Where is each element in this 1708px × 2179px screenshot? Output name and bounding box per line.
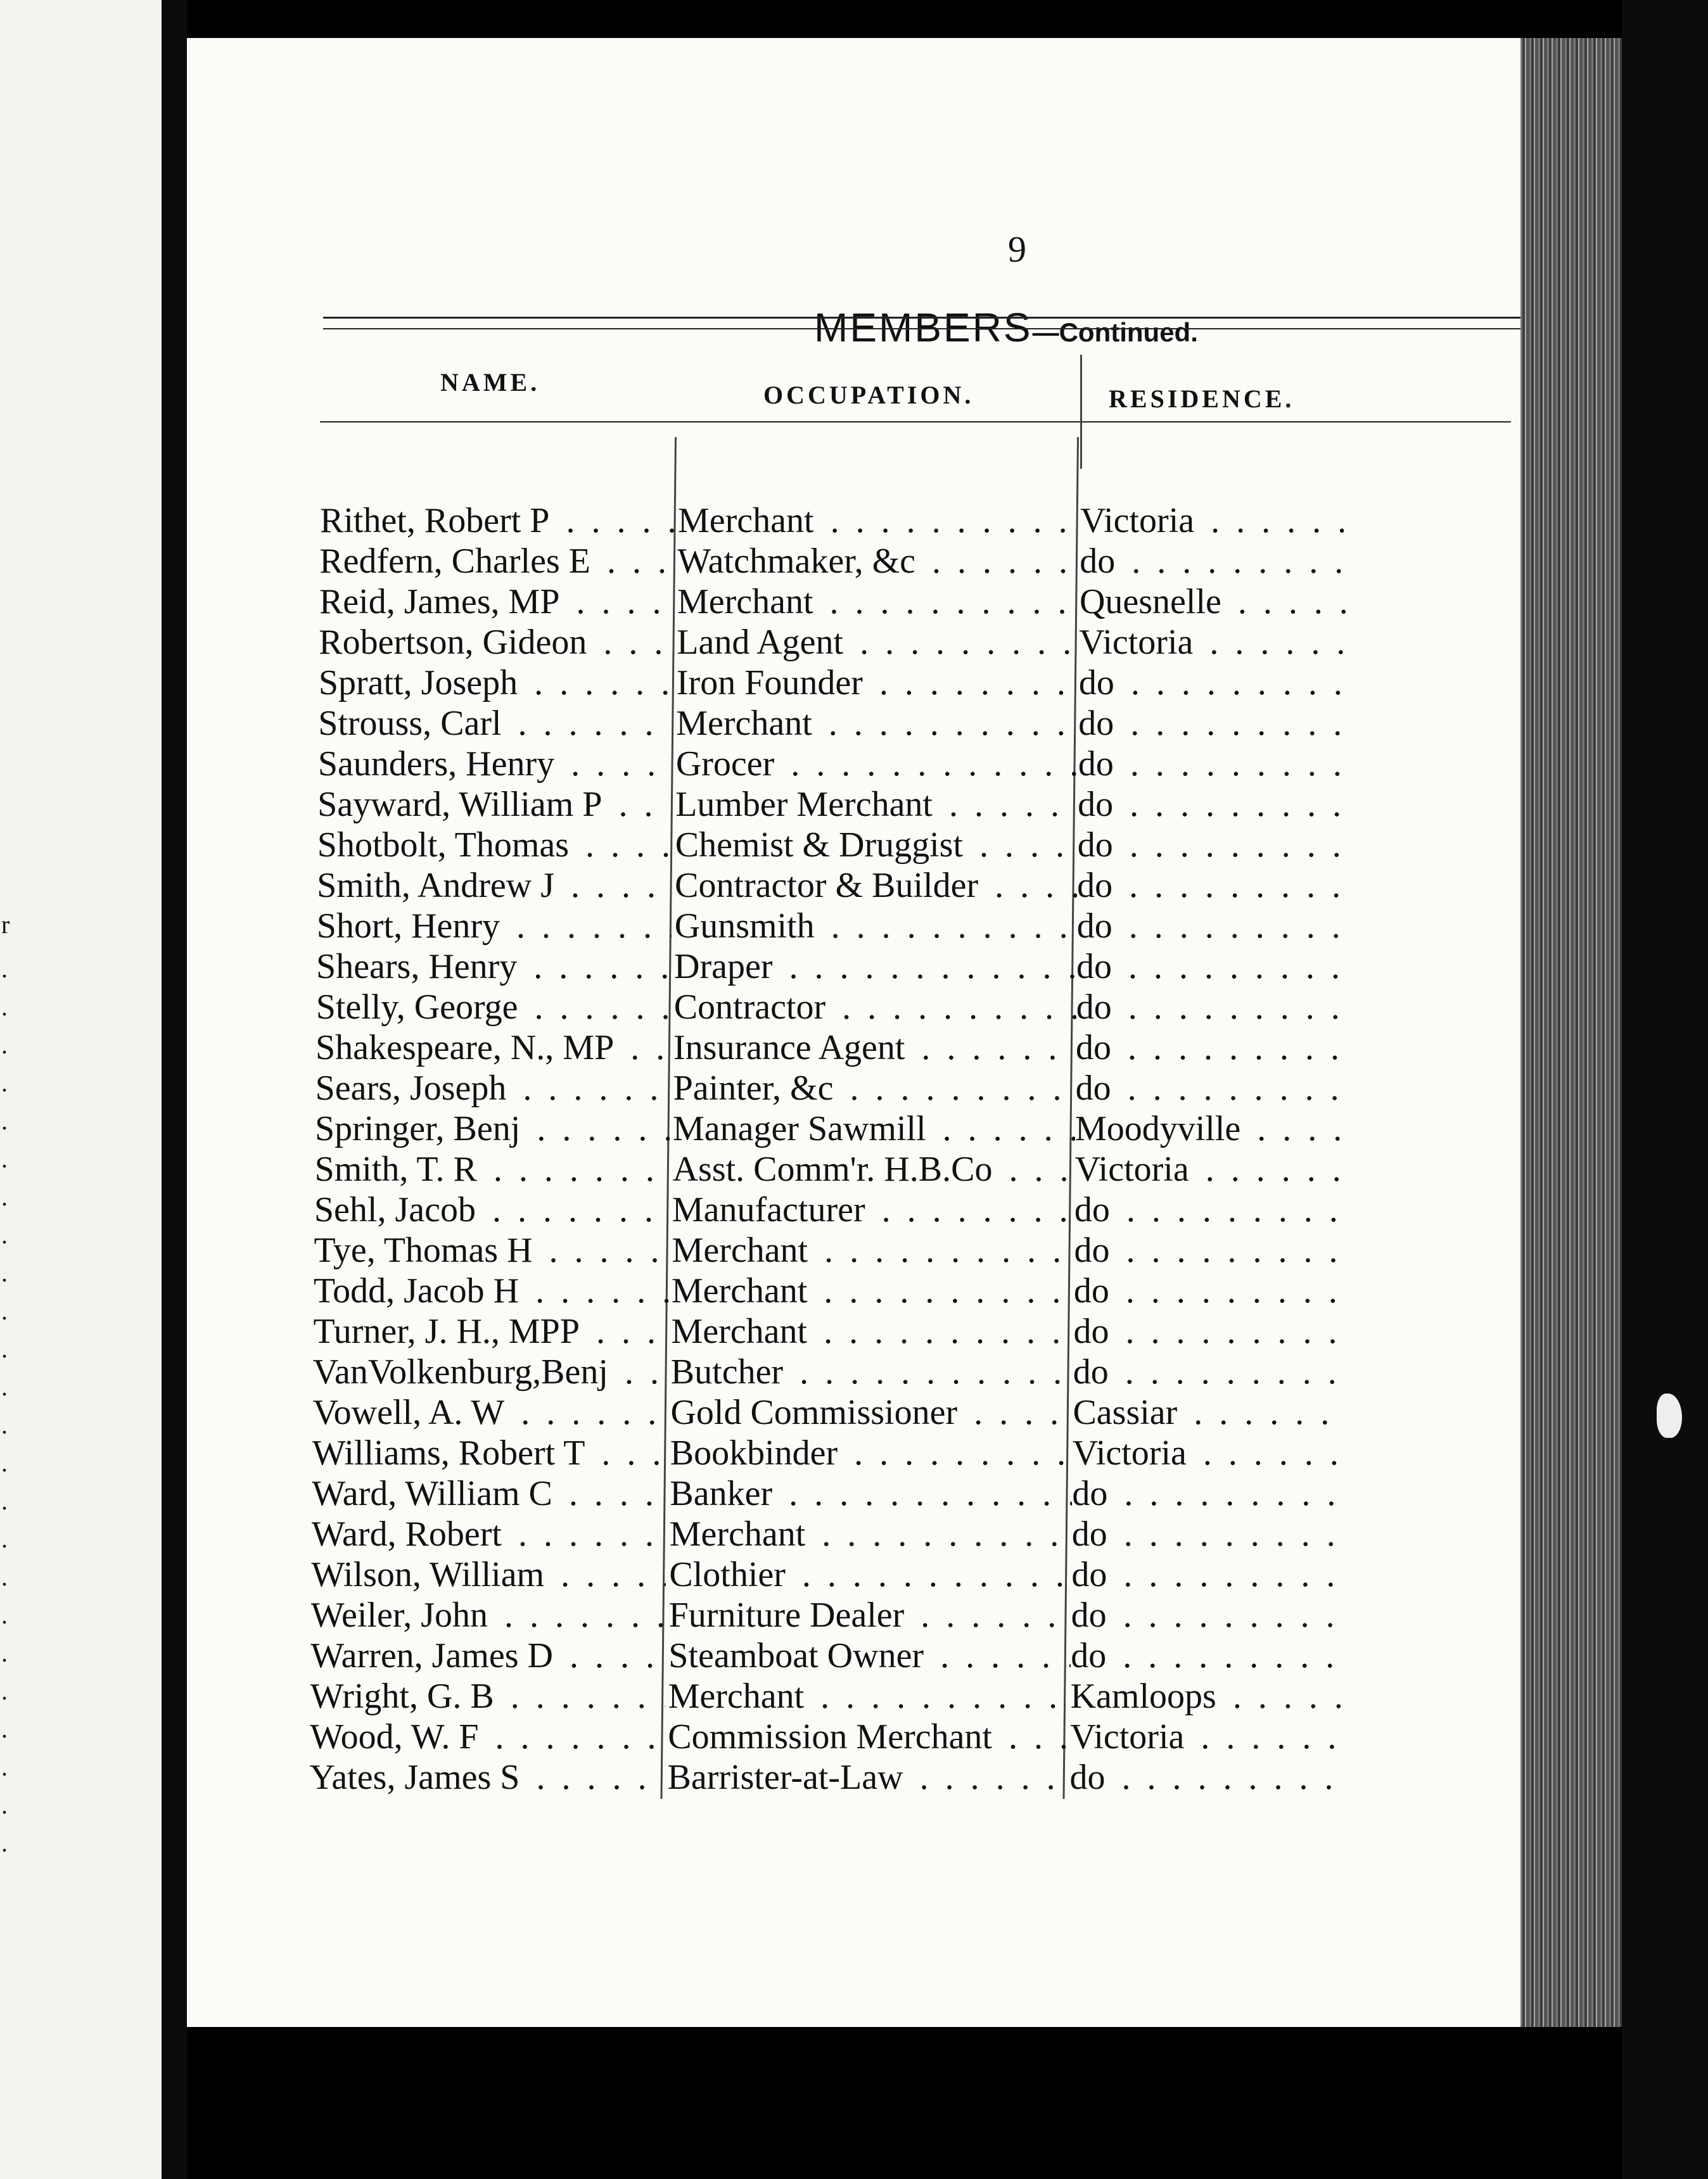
member-residence: do — [1076, 1069, 1115, 1108]
member-name: Spratt, Joseph — [319, 663, 521, 702]
member-occupation: Furniture Dealer — [669, 1596, 908, 1635]
member-occupation: Merchant — [672, 1312, 812, 1351]
member-name: Stelly, George — [316, 988, 522, 1027]
member-name-cell — [315, 1149, 670, 1190]
table-row — [319, 581, 1523, 622]
top-rule-secondary — [323, 328, 1520, 329]
table-row — [319, 541, 1523, 581]
member-occupation: Barrister-at-Law — [668, 1758, 907, 1797]
member-occupation-cell — [672, 1230, 1074, 1271]
member-occupation: Merchant — [676, 704, 816, 743]
member-occupation-cell — [670, 1392, 1073, 1433]
member-residence-cell — [1073, 1392, 1345, 1433]
member-residence-cell — [1078, 744, 1351, 784]
table-row — [314, 1271, 1517, 1311]
heading-suffix: —Continued. — [1032, 317, 1198, 347]
table-row — [311, 1595, 1515, 1636]
member-residence-cell — [1074, 1190, 1347, 1230]
member-residence: Cassiar — [1073, 1393, 1181, 1432]
member-residence-cell — [1076, 946, 1349, 987]
member-name: Ward, William C — [312, 1474, 556, 1513]
member-name-cell — [317, 865, 672, 906]
member-residence: Victoria — [1079, 623, 1197, 662]
member-occupation-cell — [673, 1109, 1075, 1149]
table-row — [319, 622, 1522, 663]
member-occupation-cell — [670, 1433, 1073, 1473]
table-row — [312, 1473, 1515, 1514]
member-residence: do — [1078, 785, 1117, 824]
member-occupation-cell — [675, 784, 1078, 825]
member-name-cell — [313, 1352, 668, 1392]
column-divider-header — [1080, 355, 1082, 469]
member-occupation: Merchant — [670, 1515, 810, 1554]
member-name: Weiler, John — [311, 1596, 492, 1635]
member-occupation: Chemist & Druggist — [675, 825, 967, 865]
member-occupation: Merchant — [677, 582, 817, 621]
member-residence-cell — [1074, 1271, 1346, 1311]
member-residence-cell — [1072, 1473, 1344, 1514]
member-occupation-cell — [673, 1068, 1076, 1109]
member-name: Turner, J. H., MPP — [314, 1312, 583, 1351]
member-name: Saunders, Henry — [318, 744, 558, 784]
member-residence: Victoria — [1080, 501, 1198, 540]
member-residence-cell — [1075, 1109, 1348, 1149]
member-name: Shakespeare, N., MP — [315, 1028, 618, 1067]
member-name-cell — [319, 622, 673, 663]
member-residence-cell — [1074, 1230, 1347, 1271]
table-row — [319, 663, 1522, 703]
member-name: Tye, Thomas H — [314, 1231, 537, 1270]
member-residence-cell — [1079, 663, 1351, 703]
member-occupation-cell — [671, 1352, 1073, 1392]
member-name: Shotbolt, Thomas — [317, 825, 573, 865]
table-row — [315, 1027, 1519, 1068]
member-residence-cell — [1073, 1433, 1345, 1473]
member-residence-cell — [1071, 1595, 1344, 1636]
member-occupation-cell — [674, 946, 1076, 987]
member-name-cell — [320, 500, 675, 541]
member-residence-cell — [1080, 500, 1353, 541]
table-row — [314, 1190, 1518, 1230]
member-name-cell — [316, 987, 671, 1027]
table-row — [312, 1433, 1516, 1473]
member-name: Redfern, Charles E — [319, 542, 594, 581]
member-occupation-cell — [677, 581, 1080, 622]
member-name: Sehl, Jacob — [314, 1190, 480, 1229]
member-residence-cell — [1071, 1636, 1343, 1676]
member-residence: do — [1077, 906, 1116, 946]
member-name-cell — [316, 946, 671, 987]
member-name-cell — [319, 581, 674, 622]
table-row — [314, 1230, 1518, 1271]
member-residence: Victoria — [1070, 1717, 1188, 1757]
member-residence-cell — [1070, 1757, 1342, 1798]
table-row — [310, 1636, 1514, 1676]
table-row — [320, 500, 1524, 541]
member-name-cell — [317, 906, 672, 946]
member-occupation: Insurance Agent — [673, 1028, 908, 1067]
heading-title: MEMBERS — [814, 305, 1033, 350]
book-cover — [1622, 0, 1708, 2179]
table-row — [318, 744, 1522, 784]
member-residence: do — [1080, 542, 1119, 581]
page-stack-edge — [1520, 38, 1622, 2027]
member-residence-cell — [1075, 1149, 1348, 1190]
member-occupation: Butcher — [671, 1352, 787, 1392]
member-occupation-cell — [677, 663, 1079, 703]
member-name: Wilson, William — [311, 1555, 548, 1594]
table-row — [317, 784, 1521, 825]
member-residence: do — [1078, 744, 1118, 784]
table-row — [317, 865, 1520, 906]
member-name-cell — [310, 1717, 665, 1757]
member-name-cell — [312, 1433, 667, 1473]
member-name: Sears, Joseph — [315, 1069, 511, 1108]
member-name-cell — [310, 1757, 665, 1798]
member-name-cell — [310, 1676, 665, 1717]
member-residence-cell — [1078, 825, 1350, 865]
member-occupation: Gold Commissioner — [670, 1393, 961, 1432]
member-residence: do — [1074, 1190, 1114, 1229]
top-rule — [323, 317, 1524, 319]
member-residence-cell — [1080, 541, 1352, 581]
table-row — [316, 946, 1520, 987]
member-name: Reid, James, MP — [319, 582, 564, 621]
member-name-cell — [315, 1109, 670, 1149]
member-occupation-cell — [673, 1027, 1076, 1068]
member-name: Wood, W. F — [310, 1717, 482, 1757]
member-residence: Kamloops — [1071, 1677, 1220, 1716]
member-name: Williams, Robert T — [312, 1433, 589, 1473]
member-occupation: Commission Merchant — [668, 1717, 996, 1757]
table-row — [312, 1392, 1516, 1433]
member-occupation-cell — [668, 1676, 1071, 1717]
member-occupation-cell — [675, 865, 1077, 906]
member-residence-cell — [1074, 1311, 1346, 1352]
facing-page — [0, 0, 162, 2179]
member-occupation-cell — [673, 1149, 1075, 1190]
member-name-cell — [317, 825, 672, 865]
member-name-cell — [317, 784, 672, 825]
member-residence-cell — [1071, 1676, 1343, 1717]
table-row — [315, 1109, 1519, 1149]
member-residence: do — [1074, 1231, 1114, 1270]
member-name: Yates, James S — [310, 1758, 524, 1797]
member-residence-cell — [1080, 581, 1352, 622]
member-occupation: Watchmaker, &c — [677, 542, 919, 581]
member-occupation: Clothier — [669, 1555, 789, 1594]
member-name-cell — [318, 744, 673, 784]
member-name: Wright, G. B — [310, 1677, 498, 1716]
member-name-cell — [312, 1392, 667, 1433]
member-occupation-cell — [672, 1311, 1074, 1352]
member-residence: do — [1076, 947, 1116, 986]
member-occupation: Bookbinder — [670, 1433, 841, 1473]
member-name-cell — [310, 1636, 665, 1676]
table-row — [318, 703, 1522, 744]
member-occupation-cell — [678, 500, 1080, 541]
member-occupation-cell — [677, 622, 1079, 663]
member-name-cell — [312, 1473, 666, 1514]
member-name-cell — [314, 1271, 668, 1311]
member-name-cell — [315, 1027, 670, 1068]
member-residence: Victoria — [1073, 1433, 1190, 1473]
document-page — [187, 38, 1520, 2027]
member-occupation-cell — [675, 825, 1078, 865]
page-heading — [814, 304, 1198, 351]
member-occupation: Merchant — [672, 1231, 812, 1270]
member-occupation: Contractor — [674, 988, 829, 1027]
member-residence: do — [1070, 1758, 1109, 1797]
member-residence: do — [1074, 1271, 1113, 1311]
column-header-occupation: OCCUPATION. — [763, 381, 974, 409]
member-residence-cell — [1078, 784, 1350, 825]
member-occupation-cell — [677, 541, 1080, 581]
member-name: VanVolkenburg,Benj — [313, 1352, 612, 1392]
member-residence: Moodyville — [1075, 1109, 1244, 1148]
member-occupation: Merchant — [678, 501, 818, 540]
table-row — [317, 906, 1520, 946]
member-name: Smith, Andrew J — [317, 866, 558, 905]
header-rule — [320, 421, 1511, 422]
member-name-cell — [312, 1514, 666, 1554]
table-row — [315, 1149, 1519, 1190]
book-gutter — [162, 0, 187, 2179]
member-residence-cell — [1076, 1068, 1348, 1109]
member-residence: Victoria — [1075, 1150, 1193, 1189]
member-residence: do — [1074, 1312, 1113, 1351]
member-name: Shears, Henry — [316, 947, 521, 986]
page-number: 9 — [1008, 229, 1026, 270]
table-row — [311, 1554, 1515, 1595]
member-name-cell — [315, 1068, 670, 1109]
member-occupation: Draper — [674, 947, 776, 986]
table-row — [313, 1352, 1517, 1392]
member-occupation: Iron Founder — [677, 663, 867, 702]
member-occupation-cell — [672, 1271, 1074, 1311]
member-occupation: Contractor & Builder — [675, 866, 982, 905]
member-occupation: Asst. Comm'r. H.B.Co — [673, 1150, 997, 1189]
member-residence-cell — [1073, 1352, 1346, 1392]
table-row — [317, 825, 1521, 865]
member-occupation-cell — [676, 744, 1078, 784]
table-row — [310, 1717, 1514, 1757]
member-name-cell — [311, 1595, 666, 1636]
member-residence-cell — [1079, 622, 1351, 663]
member-name-cell — [314, 1190, 669, 1230]
member-occupation-cell — [676, 703, 1078, 744]
member-residence-cell — [1070, 1717, 1342, 1757]
member-occupation: Merchant — [668, 1677, 808, 1716]
member-occupation: Gunsmith — [675, 906, 819, 946]
table-row — [310, 1757, 1514, 1798]
column-header-residence: RESIDENCE. — [1109, 384, 1295, 413]
member-occupation: Banker — [670, 1474, 776, 1513]
table-row — [310, 1676, 1514, 1717]
member-occupation-cell — [669, 1554, 1071, 1595]
member-residence: do — [1078, 704, 1118, 743]
member-name: Smith, T. R — [315, 1150, 481, 1189]
member-residence: do — [1076, 1028, 1115, 1067]
member-name: Ward, Robert — [312, 1515, 506, 1554]
member-occupation-cell — [670, 1473, 1072, 1514]
member-name: Rithet, Robert P — [320, 501, 553, 540]
member-occupation-cell — [668, 1636, 1071, 1676]
member-name-cell — [319, 541, 674, 581]
member-name-cell — [314, 1311, 668, 1352]
member-name-cell — [319, 663, 673, 703]
member-occupation-cell — [674, 987, 1076, 1027]
table-row — [312, 1514, 1515, 1554]
member-residence-cell — [1076, 987, 1349, 1027]
member-name: Strouss, Carl — [318, 704, 505, 743]
member-name-cell — [311, 1554, 666, 1595]
table-row — [315, 1068, 1519, 1109]
member-name-cell — [318, 703, 673, 744]
member-residence: do — [1076, 988, 1116, 1027]
member-occupation: Manager Sawmill — [673, 1109, 930, 1148]
facing-page-margin-marks: r . . . . . . . . . . . . . . . . . . . . . . . . — [1, 910, 10, 1857]
member-residence: do — [1077, 866, 1116, 905]
member-occupation: Merchant — [672, 1271, 812, 1311]
member-residence: do — [1079, 663, 1118, 702]
member-residence: do — [1073, 1352, 1112, 1392]
member-name-cell — [314, 1230, 669, 1271]
member-residence-cell — [1077, 865, 1349, 906]
member-occupation: Grocer — [676, 744, 778, 784]
member-residence: do — [1071, 1555, 1111, 1594]
member-occupation-cell — [672, 1190, 1074, 1230]
member-residence: do — [1072, 1515, 1111, 1554]
member-residence-cell — [1076, 1027, 1348, 1068]
member-name: Robertson, Gideon — [319, 623, 590, 662]
member-residence-cell — [1077, 906, 1349, 946]
member-residence: do — [1072, 1474, 1111, 1513]
member-occupation: Painter, &c — [673, 1069, 838, 1108]
member-occupation-cell — [668, 1757, 1070, 1798]
member-name: Short, Henry — [317, 906, 504, 946]
member-occupation: Steamboat Owner — [668, 1636, 927, 1675]
member-residence: Quesnelle — [1080, 582, 1225, 621]
member-residence-cell — [1071, 1554, 1344, 1595]
column-header-name: NAME. — [440, 368, 540, 397]
table-row — [316, 987, 1520, 1027]
member-occupation: Manufacturer — [672, 1190, 869, 1229]
member-residence-cell — [1072, 1514, 1344, 1554]
member-name: Todd, Jacob H — [314, 1271, 523, 1311]
member-name: Vowell, A. W — [312, 1393, 508, 1432]
member-occupation-cell — [668, 1717, 1070, 1757]
member-occupation: Lumber Merchant — [675, 785, 936, 824]
member-residence: do — [1071, 1596, 1111, 1635]
member-residence: do — [1078, 825, 1117, 865]
table-row — [314, 1311, 1517, 1352]
member-residence-cell — [1078, 703, 1351, 744]
member-name: Springer, Benj — [315, 1109, 524, 1148]
member-residence: do — [1071, 1636, 1110, 1675]
member-name: Sayward, William P — [317, 785, 606, 824]
member-occupation-cell — [670, 1514, 1072, 1554]
member-occupation-cell — [669, 1595, 1071, 1636]
member-occupation-cell — [675, 906, 1077, 946]
member-name: Warren, James D — [310, 1636, 557, 1675]
member-occupation: Land Agent — [677, 623, 847, 662]
